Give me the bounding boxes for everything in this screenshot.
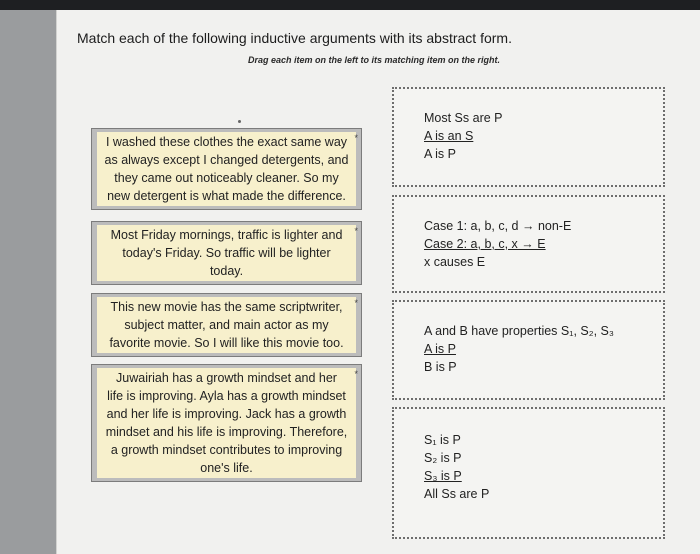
- top-bar: [0, 0, 700, 10]
- form-line: A is P: [424, 342, 456, 356]
- drag-item-line: and her life is improving. Jack has a growth: [106, 407, 347, 421]
- instruction-text: Drag each item on the left to its matching item on the right.: [248, 55, 501, 65]
- drag-item-line: as always except I changed detergents, and: [104, 153, 349, 167]
- form-line: All Ss are P: [424, 487, 490, 501]
- drag-item-line: a growth mindset contributes to improving: [110, 443, 343, 457]
- drag-item-line: favorite movie. So I will like this movie too.: [109, 336, 344, 350]
- drag-item-4[interactable]: [91, 364, 362, 482]
- form-line: S₃ is P: [424, 469, 462, 483]
- form-line: Case 2: a, b, c, x → E: [424, 237, 546, 251]
- drag-item-line: mindset and his life is improving. Therefore,: [105, 425, 348, 439]
- form-line: Case 1: a, b, c, d → non-E: [424, 219, 572, 233]
- drag-handle-icon: *: [354, 226, 358, 236]
- drag-item-content: [97, 225, 356, 281]
- form-line: x causes E: [424, 255, 486, 269]
- drag-item-content: [97, 132, 356, 206]
- form-line: A is an S: [424, 129, 474, 143]
- drag-item-line: life is improving. Ayla has a growth mindset: [107, 389, 346, 403]
- drop-zone-3[interactable]: [392, 300, 665, 400]
- drag-item-1[interactable]: [91, 128, 362, 210]
- drag-item-line: I washed these clothes the exact same way: [105, 135, 348, 149]
- drag-item-line: today.: [209, 264, 244, 278]
- drag-item-line: one's life.: [200, 461, 253, 475]
- drag-handle-icon: *: [354, 133, 358, 143]
- drag-item-3[interactable]: [91, 293, 362, 357]
- drag-item-content: [97, 368, 356, 478]
- drop-zone-1[interactable]: [392, 87, 665, 187]
- drag-item-line: new detergent is what made the difference.: [107, 189, 346, 203]
- drag-item-line: This new movie has the same scriptwriter,: [110, 300, 343, 314]
- drop-zone-4[interactable]: [392, 407, 665, 539]
- drag-handle-icon: *: [354, 298, 358, 308]
- drag-item-line: subject matter, and main actor as my: [124, 318, 329, 332]
- drag-item-line: Most Friday mornings, traffic is lighter and: [110, 228, 343, 242]
- drag-item-line: they came out noticeably cleaner. So my: [114, 171, 339, 185]
- form-line: A is P: [424, 147, 456, 161]
- drop-zone-text: [424, 431, 489, 503]
- drag-handle-icon: *: [354, 369, 358, 379]
- form-line: S₂ is P: [424, 451, 462, 465]
- drop-zone-text: [424, 322, 614, 376]
- form-line: B is P: [424, 360, 457, 374]
- drag-item-2[interactable]: [91, 221, 362, 285]
- drop-zone-text: [424, 217, 571, 271]
- form-line: S₁ is P: [424, 433, 461, 447]
- drag-item-line: Juwairiah has a growth mindset and her: [116, 371, 337, 385]
- form-line: Most Ss are P: [424, 111, 503, 125]
- drag-item-content: [97, 297, 356, 353]
- drop-zone-2[interactable]: [392, 195, 665, 293]
- drag-item-line: today's Friday. So traffic will be lighter: [122, 246, 331, 260]
- question-text: Match each of the following inductive arguments with its abstract form.: [77, 30, 512, 46]
- form-line: A and B have properties S₁, S₂, S₃: [424, 324, 614, 338]
- decorative-dot: [238, 120, 241, 123]
- drop-zone-text: [424, 109, 503, 163]
